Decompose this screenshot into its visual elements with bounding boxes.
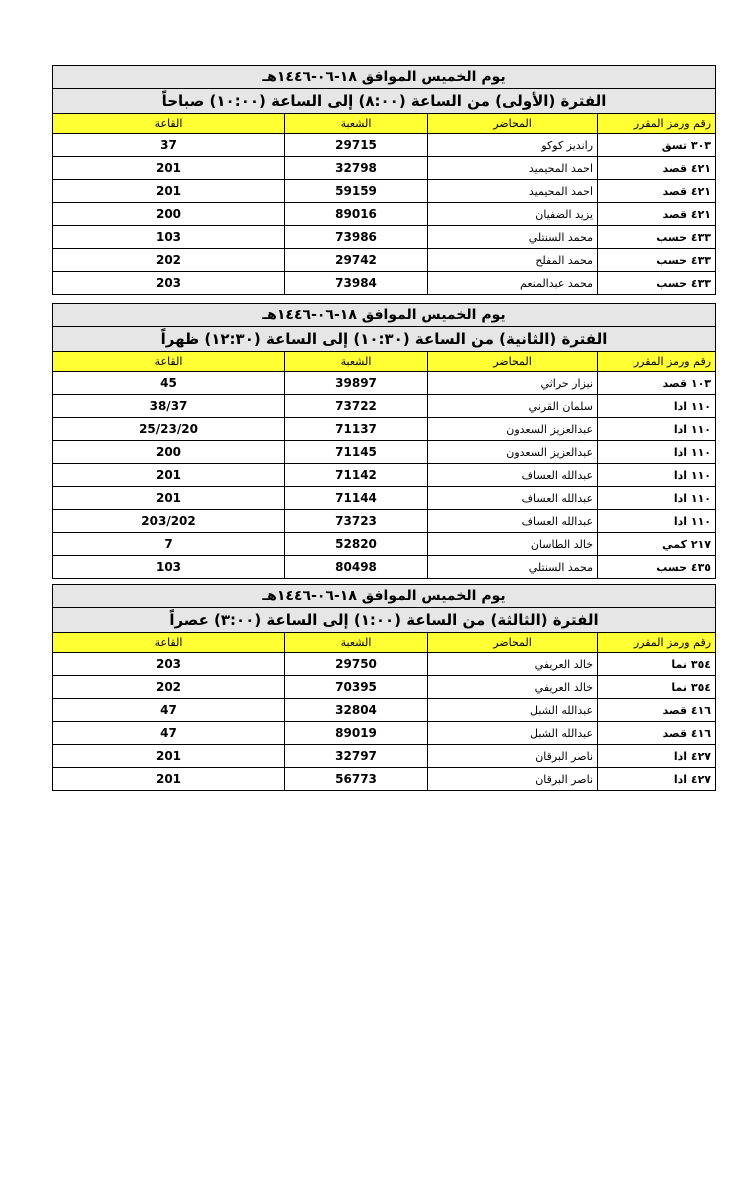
cell-course: ٤٣٥ حسب: [598, 556, 716, 579]
cell-section: 73986: [285, 226, 428, 249]
cell-lecturer: عبدالله العساف: [428, 464, 598, 487]
cell-lecturer: خالد العريفي: [428, 653, 598, 676]
column-header-room: القاعة: [53, 114, 285, 134]
table-row: [53, 533, 716, 556]
cell-course: ٤٢٧ ادا: [598, 745, 716, 768]
cell-course: ٤٢١ قصد: [598, 203, 716, 226]
cell-room: 47: [53, 699, 285, 722]
cell-room: 201: [53, 768, 285, 791]
cell-lecturer: عبدالله الشبل: [428, 722, 598, 745]
column-header-course: رقم ورمز المقرر: [598, 114, 716, 134]
day-title: يوم الخميس الموافق ١٨-٠٦-١٤٤٦هـ: [53, 304, 716, 327]
cell-room: 203: [53, 272, 285, 295]
table-row: [53, 768, 716, 791]
column-header-room: القاعة: [53, 633, 285, 653]
cell-section: 70395: [285, 676, 428, 699]
period-title: الفترة (الثالثة) من الساعة (١:٠٠) إلى الساعة (٣:٠٠) عصراً: [53, 608, 716, 633]
cell-lecturer: خالد العريفي: [428, 676, 598, 699]
table-row: [53, 134, 716, 157]
table-row: [53, 395, 716, 418]
table-row: [53, 157, 716, 180]
cell-course: ٢١٧ كمي: [598, 533, 716, 556]
schedule-block-3: [52, 584, 715, 791]
cell-section: 29742: [285, 249, 428, 272]
cell-course: ٤٢٧ ادا: [598, 768, 716, 791]
cell-course: ٣٥٤ نما: [598, 676, 716, 699]
schedule-block-1: [52, 65, 715, 295]
cell-course: ١١٠ ادا: [598, 464, 716, 487]
cell-course: ٤٣٣ حسب: [598, 249, 716, 272]
column-header-lecturer: المحاضر: [428, 114, 598, 134]
cell-room: 103: [53, 556, 285, 579]
table-row: [53, 226, 716, 249]
cell-room: 37: [53, 134, 285, 157]
cell-course: ٤٣٣ حسب: [598, 226, 716, 249]
cell-section: 71145: [285, 441, 428, 464]
column-header-section: الشعبة: [285, 352, 428, 372]
table-row: [53, 722, 716, 745]
cell-room: 45: [53, 372, 285, 395]
cell-section: 32798: [285, 157, 428, 180]
day-title: يوم الخميس الموافق ١٨-٠٦-١٤٤٦هـ: [53, 585, 716, 608]
table-row: [53, 510, 716, 533]
cell-course: ٤٢١ قصد: [598, 157, 716, 180]
cell-room: 7: [53, 533, 285, 556]
cell-section: 29715: [285, 134, 428, 157]
table-row: [53, 249, 716, 272]
day-title: يوم الخميس الموافق ١٨-٠٦-١٤٤٦هـ: [53, 66, 716, 89]
cell-lecturer: عبدالعزيز السعدون: [428, 441, 598, 464]
table-row: [53, 556, 716, 579]
cell-room: 103: [53, 226, 285, 249]
cell-section: 73722: [285, 395, 428, 418]
cell-room: 200: [53, 203, 285, 226]
column-header-lecturer: المحاضر: [428, 633, 598, 653]
cell-room: 201: [53, 487, 285, 510]
cell-room: 203/202: [53, 510, 285, 533]
cell-lecturer: محمد السنتلي: [428, 226, 598, 249]
cell-course: ١١٠ ادا: [598, 487, 716, 510]
cell-section: 32804: [285, 699, 428, 722]
cell-section: 32797: [285, 745, 428, 768]
table-row: [53, 203, 716, 226]
cell-room: 201: [53, 745, 285, 768]
schedule-table: [52, 65, 716, 295]
cell-lecturer: يزيد الضفيان: [428, 203, 598, 226]
cell-lecturer: عبدالعزيز السعدون: [428, 418, 598, 441]
schedule-table: [52, 584, 716, 791]
cell-room: 25/23/20: [53, 418, 285, 441]
cell-lecturer: محمد عبدالمنعم: [428, 272, 598, 295]
cell-section: 52820: [285, 533, 428, 556]
cell-course: ١١٠ ادا: [598, 395, 716, 418]
cell-lecturer: رانديز كوكو: [428, 134, 598, 157]
cell-section: 71142: [285, 464, 428, 487]
cell-lecturer: عبدالله الشبل: [428, 699, 598, 722]
cell-course: ١١٠ ادا: [598, 441, 716, 464]
cell-section: 39897: [285, 372, 428, 395]
table-row: [53, 699, 716, 722]
cell-section: 89016: [285, 203, 428, 226]
cell-course: ٤٢١ قصد: [598, 180, 716, 203]
cell-section: 80498: [285, 556, 428, 579]
cell-room: 200: [53, 441, 285, 464]
schedule-block-2: [52, 303, 715, 579]
cell-lecturer: احمد المحيميد: [428, 157, 598, 180]
cell-room: 47: [53, 722, 285, 745]
cell-section: 73984: [285, 272, 428, 295]
cell-room: 201: [53, 180, 285, 203]
cell-section: 59159: [285, 180, 428, 203]
table-row: [53, 418, 716, 441]
cell-lecturer: ناصر البرقان: [428, 745, 598, 768]
cell-section: 71137: [285, 418, 428, 441]
cell-section: 56773: [285, 768, 428, 791]
schedule-table: [52, 303, 716, 579]
cell-room: 38/37: [53, 395, 285, 418]
table-row: [53, 272, 716, 295]
cell-lecturer: خالد الطاسان: [428, 533, 598, 556]
cell-lecturer: نيزار حراثي: [428, 372, 598, 395]
cell-lecturer: ناصر البرقان: [428, 768, 598, 791]
cell-course: ١١٠ ادا: [598, 510, 716, 533]
table-row: [53, 487, 716, 510]
cell-room: 202: [53, 676, 285, 699]
column-header-lecturer: المحاضر: [428, 352, 598, 372]
cell-room: 203: [53, 653, 285, 676]
cell-section: 89019: [285, 722, 428, 745]
cell-course: ١١٠ ادا: [598, 418, 716, 441]
table-row: [53, 653, 716, 676]
cell-room: 201: [53, 464, 285, 487]
cell-section: 73723: [285, 510, 428, 533]
cell-lecturer: احمد المحيميد: [428, 180, 598, 203]
cell-room: 201: [53, 157, 285, 180]
cell-course: ٣٥٤ نما: [598, 653, 716, 676]
cell-lecturer: محمد المفلح: [428, 249, 598, 272]
cell-course: ٤١٦ قصد: [598, 722, 716, 745]
column-header-section: الشعبة: [285, 633, 428, 653]
table-row: [53, 372, 716, 395]
column-header-section: الشعبة: [285, 114, 428, 134]
cell-lecturer: محمد السنتلي: [428, 556, 598, 579]
column-header-course: رقم ورمز المقرر: [598, 633, 716, 653]
column-header-course: رقم ورمز المقرر: [598, 352, 716, 372]
cell-section: 29750: [285, 653, 428, 676]
table-row: [53, 180, 716, 203]
table-row: [53, 464, 716, 487]
cell-lecturer: عبدالله العساف: [428, 510, 598, 533]
period-title: الفترة (الأولى) من الساعة (٨:٠٠) إلى الساعة (١٠:٠٠) صباحاً: [53, 89, 716, 114]
cell-course: ٤١٦ قصد: [598, 699, 716, 722]
table-row: [53, 441, 716, 464]
cell-course: ٤٣٣ حسب: [598, 272, 716, 295]
table-row: [53, 676, 716, 699]
cell-lecturer: عبدالله العساف: [428, 487, 598, 510]
cell-course: ٣٠٣ تسق: [598, 134, 716, 157]
cell-lecturer: سلمان القرني: [428, 395, 598, 418]
column-header-room: القاعة: [53, 352, 285, 372]
cell-section: 71144: [285, 487, 428, 510]
period-title: الفترة (الثانية) من الساعة (١٠:٣٠) إلى الساعة (١٢:٣٠) ظهراً: [53, 327, 716, 352]
cell-course: ١٠٣ قصد: [598, 372, 716, 395]
table-row: [53, 745, 716, 768]
cell-room: 202: [53, 249, 285, 272]
